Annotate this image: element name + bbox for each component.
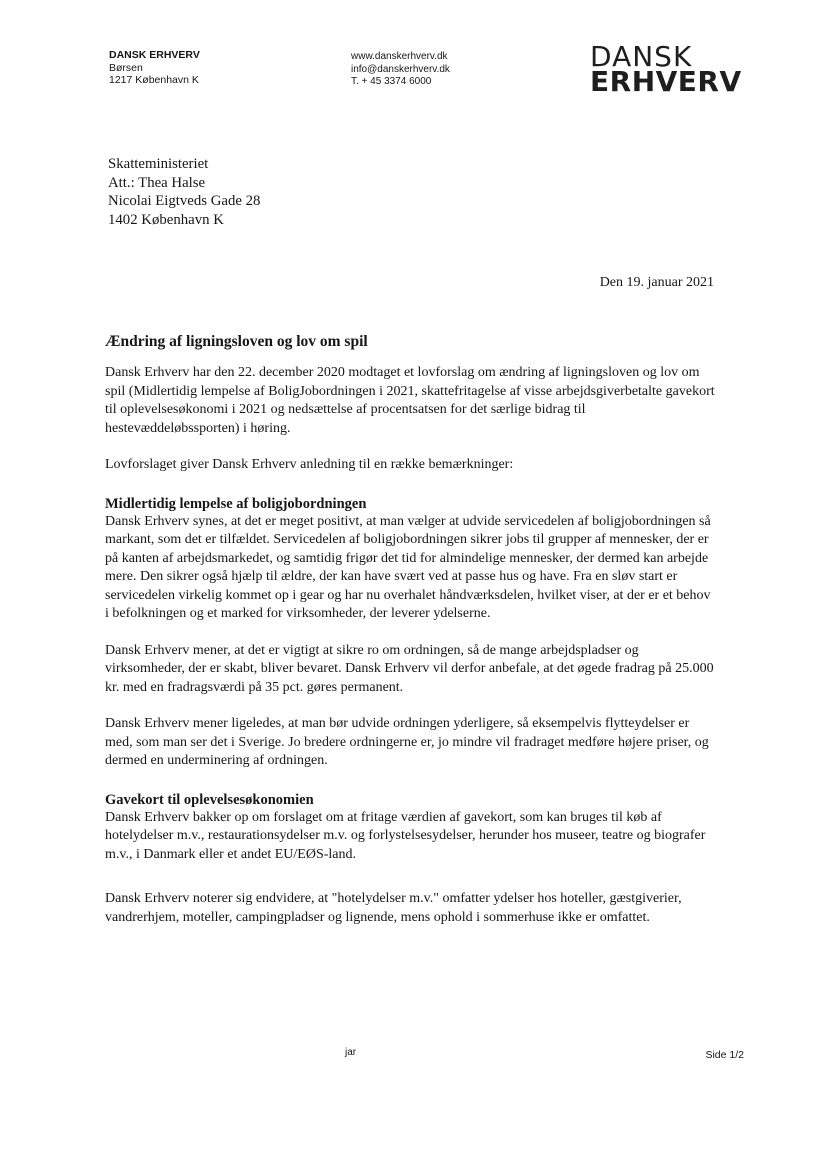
sender-address (109, 49, 200, 87)
logo-line-1: DANSK (590, 40, 693, 73)
recipient-line-1: Skatteministeriet (108, 156, 209, 172)
dansk-erhverv-logo (590, 40, 742, 98)
logo-line-2: ERHVERV (590, 65, 742, 98)
section-2-paragraph-2: Dansk Erhverv noterer sig endvidere, at "hotelydelser m.v." omfatter ydelser hos hoteller, gæstgiverier, vandrerhjem, moteller, campingpladser og lignende, mens ophold i sommerhuse ikke er omfattet. (105, 891, 682, 925)
section-1-paragraph-3: Dansk Erhverv mener ligeledes, at man bør udvide ordningen yderligere, så eksempelvis flytteydelser er med, som man ser det i Sverige. Jo bredere ordningerne er, jo mindre vil fradraget medføre højere priser, og dermed en underminering af ordningen. (105, 716, 709, 768)
section-1-paragraph-1: Dansk Erhverv synes, at det er meget positivt, at man vælger at udvide servicedelen af boligjobordningen så markant, som det er tilfældet. Servicedelen af boligjobordningen sikrer jobs til grupper af mennesker, der er på kanten af arbejdsmarkedet, og samtidig frigør det tid for almindelige mennesker, der dermed kan arbejde mere. Den sikrer også hjælp til ældre, der kan have svært ved at passe hus og have. Fra en sløv start er servicedelen virkelig kommet op i gear og har nu overhalet håndværksdelen, hvilket viser, at der er et behov i befolkningen og et marked for virksomheder, der leverer ydelserne. (105, 513, 711, 621)
letter-date: Den 19. januar 2021 (599, 275, 714, 290)
recipient-line-4: 1402 København K (108, 211, 224, 228)
section-1-paragraph-2: Dansk Erhverv mener, at det er vigtigt at sikre ro om ordningen, så de mange arbejdspladser og virksomheder, der er skabt, bliver bevaret. Dansk Erhverv vil derfor anbefale, at det øgede fradrag på 25.000 kr. med en fradragsværdi på 35 pct. gøres permanent. (105, 642, 714, 695)
author-initials: jar (345, 1047, 357, 1058)
recipient-line-2: Att.: Thea Halse (108, 174, 206, 191)
sender-city: 1217 København K (109, 74, 199, 86)
sender-org-name: DANSK ERHVERV (109, 49, 200, 61)
letter-title: Ændring af ligningsloven og lov om spil (105, 333, 368, 350)
sender-email: info@danskerhverv.dk (351, 63, 450, 75)
sender-contact (351, 51, 450, 89)
sender-website: www.danskerhverv.dk (351, 51, 448, 62)
page-number: Side 1/2 (705, 1049, 744, 1061)
recipient-line-3: Nicolai Eigtveds Gade 28 (108, 193, 261, 209)
intro-paragraph-1: Dansk Erhverv har den 22. december 2020 modtaget et lovforslag om ændring af ligningsloven og lov om spil (Midlertidig lempelse af BoligJobordningen i 2021, skattefritagelse af visse arbejdsgiverbetalte gavekort til oplevelsesøkonomi i 2021 og nedsættelse af procentsatsen for det særlige bidrag til hestevæddeløbssporten) i høring. (105, 365, 715, 436)
sender-phone: T. + 45 3374 6000 (351, 76, 432, 87)
section-1-heading: Midlertidig lempelse af boligjobordningen (105, 495, 367, 512)
recipient-address (108, 155, 260, 229)
letter-body (105, 332, 717, 945)
section-2-paragraph-1: Dansk Erhverv bakker op om forslaget om at fritage værdien af gavekort, som kan bruges til køb af hotelydelser m.v., restaurationsydelser m.v. og forlystelsesydelser, herunder hos museer, teatre og biografer m.v., i Danmark eller et andet EU/EØS-land. (105, 809, 706, 862)
sender-street: Børsen (109, 61, 143, 74)
intro-paragraph-2: Lovforslaget giver Dansk Erhverv anledning til en række bemærkninger: (105, 457, 514, 472)
section-2-heading: Gavekort til oplevelsesøkonomien (105, 791, 314, 808)
